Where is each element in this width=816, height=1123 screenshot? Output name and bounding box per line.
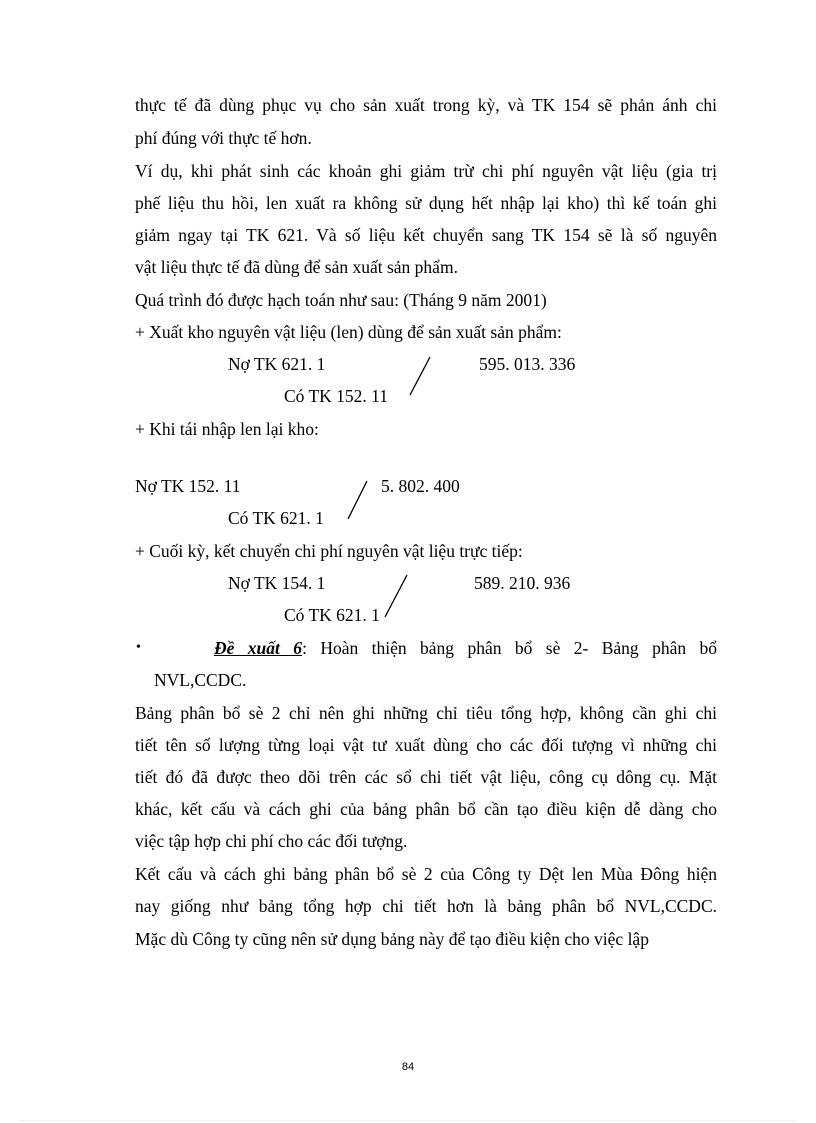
paragraph-line: Kết cấu và cách ghi bảng phân bổ sè 2 của Công ty Dệt len Mùa Đông hiện — [135, 864, 717, 884]
amount: 589. 210. 936 — [474, 573, 571, 593]
amount: 5. 802. 400 — [381, 476, 460, 496]
paragraph-line: phí đúng với thực tế hơn. — [135, 128, 312, 148]
debit-entry: Nợ TK 621. 1 — [228, 354, 326, 374]
list-item: + Xuất kho nguyên vật liệu (len) dùng để sản xuất sản phẩm: — [135, 322, 562, 342]
page-bottom-divider — [20, 1120, 796, 1121]
slash-divider — [383, 573, 409, 619]
debit-entry: Nợ TK 154. 1 — [228, 573, 326, 593]
list-item: + Cuối kỳ, kết chuyển chi phí nguyên vật liệu trực tiếp: — [135, 541, 523, 561]
paragraph-line: Mặc dù Công ty cũng nên sử dụng bảng này để tạo điều kiện cho việc lập — [135, 929, 649, 949]
proposal-heading: Đề xuất 6 — [214, 638, 303, 658]
slash-divider — [408, 355, 432, 397]
paragraph-line: thực tế đã dùng phục vụ cho sản xuất trong kỳ, và TK 154 sẽ phản ánh chi — [135, 95, 717, 115]
paragraph-line: vật liệu thực tế đã dùng để sản xuất sản phẩm. — [135, 257, 458, 277]
paragraph-line: tiết tên số lượng từng loại vật tư xuất dùng cho các đối tượng vì những chi — [135, 735, 717, 755]
list-item: + Khi tái nhập len lại kho: — [135, 419, 319, 439]
proposal-title-line2: NVL,CCDC. — [154, 670, 247, 690]
paragraph-line: Quá trình đó được hạch toán như sau: (Tháng 9 năm 2001) — [135, 290, 547, 310]
paragraph-line: việc tập hợp chi phí cho các đối tượng. — [135, 831, 408, 851]
paragraph-line: Bảng phân bổ sè 2 chỉ nên ghi những chỉ tiêu tổng hợp, không cần ghi chi — [135, 703, 717, 723]
proposal-title-rest: : Hoàn thiện bảng phân bổ sè 2- Bảng phân bổ — [302, 638, 718, 658]
slash-divider — [346, 479, 370, 521]
debit-entry: Nợ TK 152. 11 — [135, 476, 241, 496]
amount: 595. 013. 336 — [479, 354, 576, 374]
paragraph-line: Ví dụ, khi phát sinh các khoản ghi giảm trừ chi phí nguyên vật liệu (gia trị — [135, 161, 717, 181]
credit-entry: Có TK 621. 1 — [284, 605, 380, 625]
paragraph-line: phế liệu thu hồi, len xuất ra không sử dụng hết nhập lại kho) thì kế toán ghi — [135, 193, 717, 213]
bullet: • — [136, 640, 141, 655]
credit-entry: Có TK 621. 1 — [228, 508, 324, 528]
paragraph-line: khác, kết cấu và cách ghi của bảng phân bổ cần tạo điều kiện dễ dàng cho — [135, 799, 717, 819]
page-number: 84 — [401, 1061, 415, 1073]
proposal-title — [214, 637, 717, 659]
paragraph-line: nay giống như bảng tổng hợp chi tiết hơn là bảng phân bổ NVL,CCDC. — [135, 896, 717, 916]
paragraph-line: tiết đó đã được theo dõi trên các sổ chi tiết vật liệu, công cụ dông cụ. Mặt — [135, 767, 717, 787]
credit-entry: Có TK 152. 11 — [284, 386, 389, 406]
paragraph-line: giảm ngay tại TK 621. Và số liệu kết chuyển sang TK 154 sẽ là số nguyên — [135, 225, 717, 245]
